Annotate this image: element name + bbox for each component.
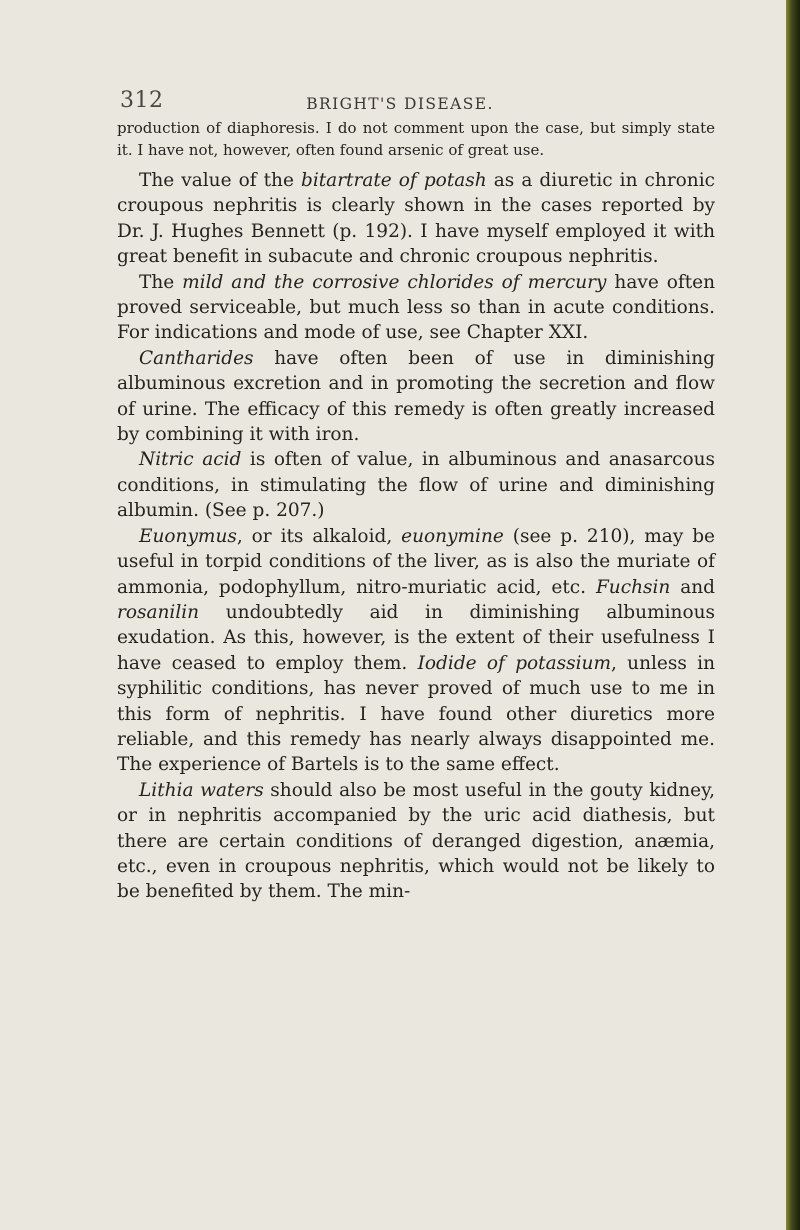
- paragraph-euonymus: [117, 524, 715, 778]
- book-spine-edge: [786, 0, 800, 1230]
- text-run: undoubtedly aid in diminishing albuminous exudation. As this, however, is the extent of their usefulness I have ceased to employ them.: [117, 601, 715, 674]
- text-run: The: [139, 271, 183, 293]
- text-run: , unless in syphilitic conditions, has never proved of much use to me in this form of nephritis. I have found other diuretics more reliable, and this remedy has nearly always disappointed me. The experience of Bartels is to the same effect.: [117, 652, 715, 776]
- paragraph-cantharides: [117, 346, 715, 448]
- italic-term: Euonymus: [139, 525, 237, 547]
- italic-term: Iodide of potassium: [417, 652, 611, 674]
- text-run: should also be most useful in the gouty kidney, or in nephritis accompanied by the uric acid diathesis, but there are certain conditions of deranged digestion, anæmia, etc., even in croupous nephritis, which would not be likely to be benefited by them. The min-: [117, 779, 716, 903]
- italic-term: euonymine: [401, 525, 504, 547]
- paragraph-mercury: [117, 270, 715, 346]
- text-run: have often proved serviceable, but much less so than in acute conditions. For indications and mode of use, see Chapter XXI.: [117, 271, 715, 344]
- italic-term: rosanilin: [117, 601, 200, 623]
- italic-term: Cantharides: [139, 347, 254, 369]
- paragraph-bitartrate: [117, 168, 715, 270]
- italic-term: Lithia waters: [139, 779, 264, 801]
- italic-term: bitartrate of potash: [300, 170, 487, 191]
- italic-term: mild and the corrosive chlorides of mercury: [182, 271, 607, 293]
- text-run: and: [670, 576, 715, 598]
- text-run: The value of the: [139, 170, 301, 191]
- text-run: (see p. 210), may be useful in torpid conditions of the liver, as is also the muriate of ammonia, podophyllum, nitro-muriatic acid, etc.: [117, 525, 715, 598]
- paragraph-lithia: [117, 778, 715, 905]
- italic-term: Nitric acid: [139, 449, 242, 471]
- paragraph-nitric-acid: [117, 447, 715, 523]
- text-run: as a diuretic in chronic croupous nephritis is clearly shown in the cases reported by Dr. J. Hughes Bennett (p. 192). I have myself employed it with great benefit in subacute and chronic croupous nephritis.: [117, 170, 715, 268]
- italic-term: Fuchsin: [595, 576, 671, 598]
- intro-paragraph: production of diaphoresis. I do not comment upon the case, but simply state it. I have not, however, often found arsenic of great use.: [117, 119, 715, 159]
- text-run: is often of value, in albuminous and anasarcous conditions, in stimulating the flow of urine and diminishing albumin. (See p. 207.): [117, 449, 715, 522]
- body-text: [117, 168, 715, 905]
- text-run: , or its alkaloid,: [236, 525, 402, 547]
- running-title: BRIGHT'S DISEASE.: [306, 95, 494, 113]
- text-run: have often been of use in diminishing albuminous excretion and in promoting the secretion and flow of urine. The efficacy of this remedy is often greatly increased by combining it with iron.: [117, 347, 715, 446]
- page-number: 312: [120, 88, 164, 113]
